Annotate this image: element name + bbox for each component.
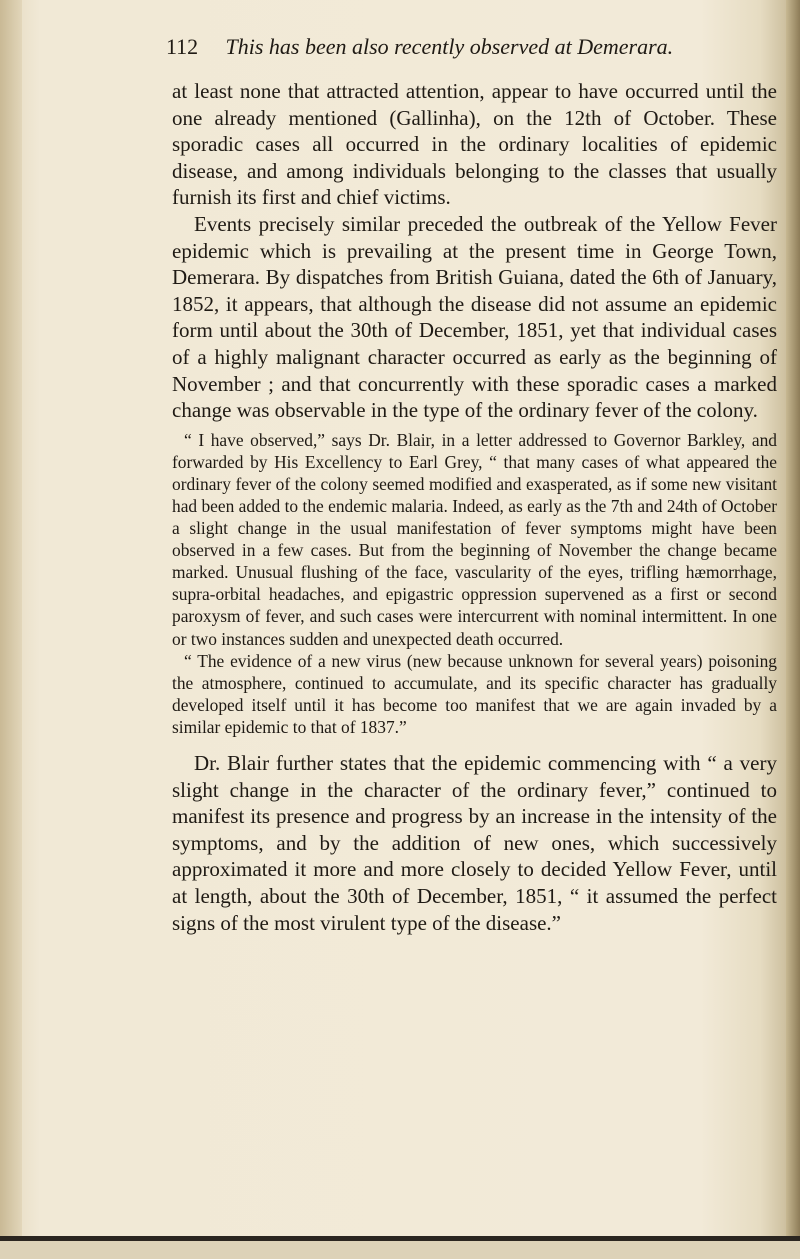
quoted-letter-paragraph: “ I have observed,” says Dr. Blair, in a letter addressed to Governor Barkley, and forwarded by His Excellency to Earl Grey, “ that many cases of what appeared the ordinary fever of the colony seemed modified and exasperated, as if some new visitant had been added to the endemic malaria. Indeed, as early as the 7th and 24th of October a slight change in the usual manifestation of fever symptoms might have been observed in a few cases. But from the beginning of November the change became marked. Unusual flushing of the face, vascularity of the eyes, trifling hæmorrhage, supra-orbital headaches, and epigastric oppression supervened as a first or second paroxysm of fever, and such cases were intercurrent with nominal intermittent. In one or two instances sudden and unexpected death occurred. bbox=[172, 429, 777, 649]
quoted-evidence-paragraph: “ The evidence of a new virus (new because unknown for several years) poisoning the atmosphere, continued to accumulate, and its specific character has gradually developed itself until it has become too manifest that we are again invaded by a similar epidemic to that of 1837.” bbox=[172, 650, 777, 737]
running-title: This has been also recently observed at Demerara. bbox=[225, 34, 674, 59]
page-header bbox=[166, 34, 726, 66]
paragraph-dr-blair: Dr. Blair further states that the epidemic commencing with “ a very slight change in the character of the ordinary fever,” continued to manifest its presence and progress by an increase in the intensity of the symptoms, and by the addition of new ones, which successively approximated it more and more closely to decided Yellow Fever, until at length, about the 30th of December, 1851, “ it assumed the perfect signs of the most virulent type of the disease.” bbox=[172, 751, 777, 935]
bottom-page-strip bbox=[0, 1241, 800, 1259]
page-body bbox=[172, 78, 777, 936]
paragraph-events: Events precisely similar preceded the outbreak of the Yellow Fever epidemic which is prevailing at the present time in George Town, Demerara. By dispatches from British Guiana, dated the 6th of January, 1852, it appears, that although the disease did not assume an epidemic form until about the 30th of December, 1851, yet that individual cases of a highly malignant character occurred as early as the beginning of November ; and that concurrently with these sporadic cases a marked change was observable in the type of the ordinary fever of the colony. bbox=[172, 211, 777, 423]
page-number: 112 bbox=[166, 34, 199, 59]
paragraph-continued: at least none that attracted attention, appear to have occurred until the one already mentioned (Gallinha), on the 12th of October. These sporadic cases all occurred in the ordinary localities of epidemic disease, and among individuals belonging to the classes that usually furnish its first and chief victims. bbox=[172, 79, 777, 210]
page-edge-shadow bbox=[786, 0, 800, 1259]
page-spine-shadow bbox=[0, 0, 22, 1259]
